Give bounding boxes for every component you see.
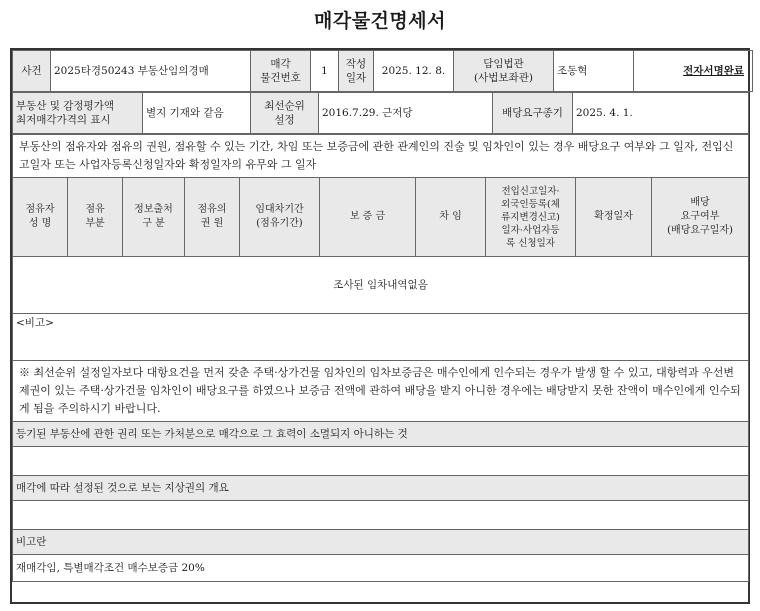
statement-form — [10, 48, 750, 604]
electronic-signature: 전자서명완료 — [634, 51, 753, 92]
occupancy-table — [12, 134, 749, 582]
item-number: 1 — [311, 51, 339, 92]
header-portion: 점유 부분 — [68, 178, 123, 257]
valuation-label: 부동산 및 감정평가액 최저매각가격의 표시 — [13, 93, 143, 134]
case-number: 2025타경50243 부동산임의경매 — [51, 51, 251, 92]
no-lease-record: 조사된 임차내역없음 — [13, 257, 749, 314]
registered-rights-title: 등기된 부동산에 관한 권리 또는 가처분으로 매각으로 그 효력이 소멸되지 아니하는 것 — [13, 422, 749, 447]
valuation-value: 별지 기재와 같음 — [143, 93, 251, 134]
header-dividend-request: 배당 요구여부 (배당요구일자) — [652, 178, 749, 257]
remarks-label: <비고> — [13, 314, 749, 361]
item-number-label: 매각 물건번호 — [251, 51, 311, 92]
priority-label: 최선순위 설정 — [251, 93, 319, 134]
registered-rights-content — [13, 447, 749, 476]
header-fixed-date: 확정일자 — [576, 178, 652, 257]
judge-label: 담임법관 (사법보좌관) — [454, 51, 554, 92]
remarks-section-title: 비고란 — [13, 530, 749, 555]
surface-rights-title: 매각에 따라 설정된 것으로 보는 지상권의 개요 — [13, 476, 749, 501]
header-rent: 차 임 — [416, 178, 486, 257]
header-source: 정보출처 구 분 — [123, 178, 185, 257]
date-value: 2025. 12. 8. — [374, 51, 454, 92]
date-label: 작성 일자 — [339, 51, 374, 92]
summary-table — [12, 50, 753, 92]
priority-value: 2016.7.29. 근저당 — [319, 93, 493, 134]
warning-notice: ※ 최선순위 설정일자보다 대항요건을 먼저 갖춘 주택·상가건물 임차인의 임차보증금은 매수인에게 인수되는 경우가 발생 할 수 있고, 대항력과 우선변제권이 있는 주택·상가건물 임차인이 배당요구를 하였으나 보증금 전액에 관하여 배당을 받지 아니한 경우에는 배당받지 못한 잔액이 매수인에게 인수되게 됨을 주의하시기 바랍니다. — [13, 361, 749, 422]
judge-name: 조동혁 — [554, 51, 634, 92]
header-registration-date: 전입신고일자· 외국인등록(체 류지변경신고) 일자·사업자등 록 신청일자 — [486, 178, 576, 257]
header-lease-period: 임대차기간 (점유기간) — [240, 178, 320, 257]
valuation-table — [12, 92, 749, 134]
remarks-section-value: 재매각임, 특별매각조건 매수보증금 20% — [13, 555, 749, 582]
header-occupant: 점유자 성 명 — [13, 178, 68, 257]
surface-rights-content — [13, 501, 749, 530]
occupancy-note: 부동산의 점유자와 점유의 권원, 점유할 수 있는 기간, 차임 또는 보증금에 관한 관계인의 진술 및 임차인이 있는 경우 배당요구 여부와 그 일자, 전입신고일자 또는 사업자등록신청일자와 확정일자의 유무와 그 일자 — [13, 135, 749, 178]
document-title: 매각물건명세서 — [314, 10, 446, 32]
case-label: 사건 — [13, 51, 51, 92]
deadline-value: 2025. 4. 1. — [573, 93, 749, 134]
header-title: 점유의 권 원 — [185, 178, 240, 257]
deadline-label: 배당요구종기 — [493, 93, 573, 134]
header-deposit: 보 증 금 — [320, 178, 416, 257]
